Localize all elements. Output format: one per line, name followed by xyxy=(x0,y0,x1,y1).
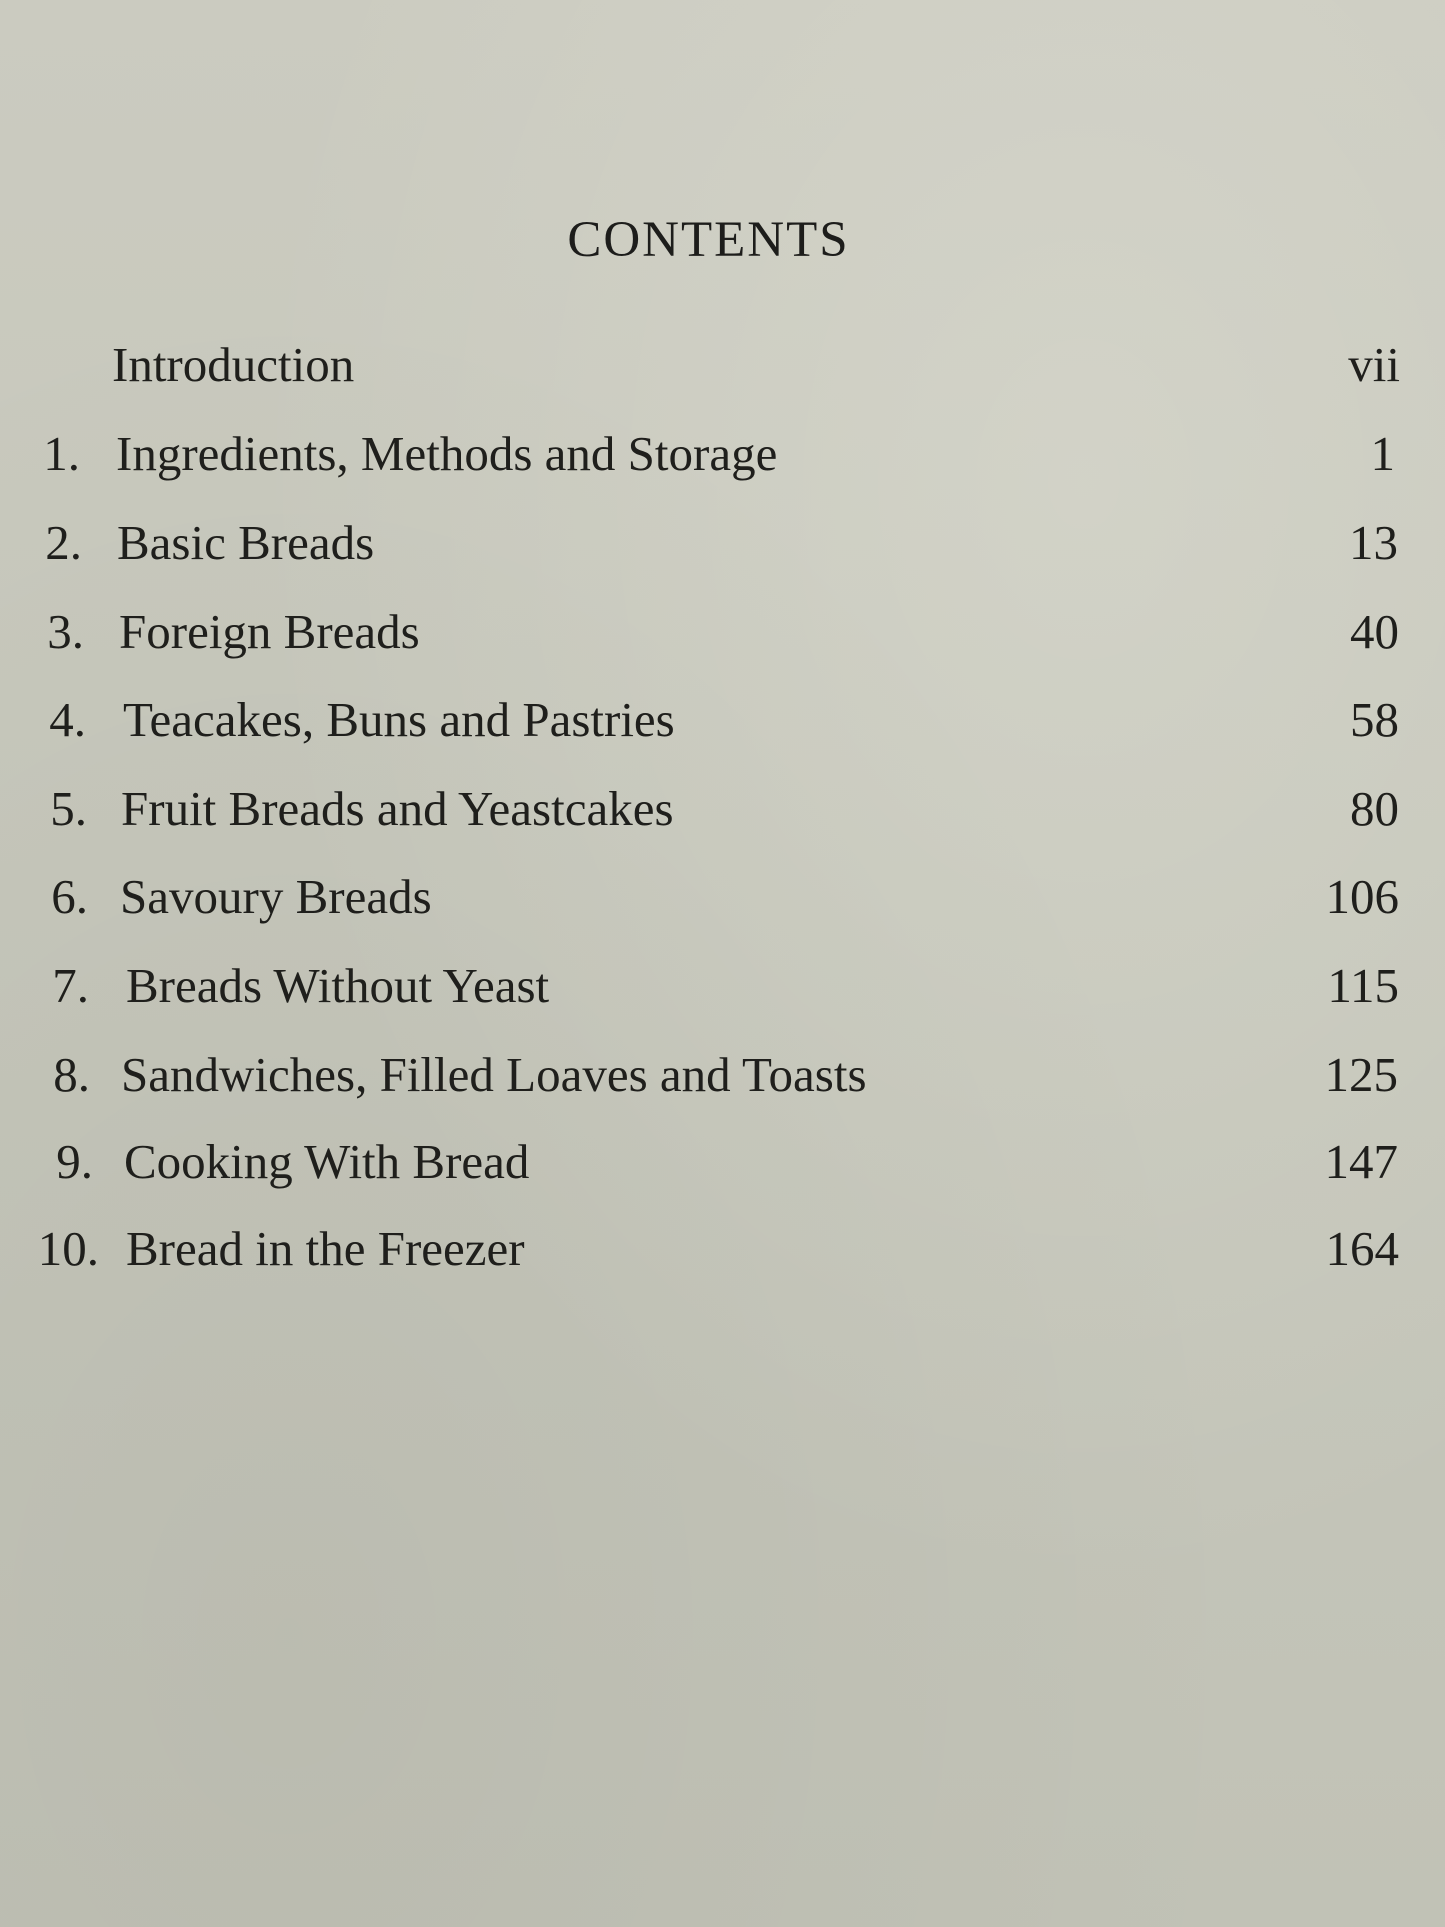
toc-entry-title: Fruit Breads and Yeastcakes xyxy=(121,781,674,836)
toc-entry-page: 115 xyxy=(1327,958,1399,1013)
toc-entry-number: 9. xyxy=(56,1134,93,1189)
toc-entry-title: Ingredients, Methods and Storage xyxy=(116,426,778,481)
toc-entry-title: Sandwiches, Filled Loaves and Toasts xyxy=(121,1047,867,1102)
toc-entry-chapter-10 xyxy=(0,1214,1445,1303)
toc-entry-title: Cooking With Bread xyxy=(124,1134,530,1189)
toc-entry-chapter-3 xyxy=(0,597,1445,686)
toc-entry-chapter-6 xyxy=(0,862,1445,951)
toc-entry-page: 80 xyxy=(1350,781,1399,836)
toc-entry-page: 40 xyxy=(1350,604,1399,659)
toc-entry-number: 10. xyxy=(37,1221,99,1276)
toc-entry-chapter-8 xyxy=(0,1040,1445,1129)
toc-entry-page: vii xyxy=(1348,337,1400,392)
toc-entry-page: 58 xyxy=(1350,692,1399,747)
toc-entry-title: Basic Breads xyxy=(117,515,375,570)
toc-entry-chapter-5 xyxy=(0,774,1445,863)
toc-entry-chapter-9 xyxy=(0,1127,1445,1216)
contents-heading xyxy=(0,210,1445,270)
toc-entry-page: 106 xyxy=(1325,869,1399,924)
toc-entry-page: 125 xyxy=(1324,1047,1398,1102)
toc-entry-number: 8. xyxy=(53,1047,90,1102)
toc-entry-introduction xyxy=(0,330,1445,419)
toc-entry-page: 147 xyxy=(1324,1134,1398,1189)
toc-entry-number: 1. xyxy=(43,426,80,481)
toc-entry-number: 3. xyxy=(47,604,84,659)
toc-entry-number: 7. xyxy=(52,958,89,1013)
toc-entry-number: 5. xyxy=(50,781,87,836)
toc-entry-page: 1 xyxy=(1370,426,1395,481)
toc-entry-number: 2. xyxy=(45,515,82,570)
toc-entry-number: 4. xyxy=(49,692,86,747)
toc-entry-title: Introduction xyxy=(112,337,355,392)
toc-entry-title: Savoury Breads xyxy=(120,869,432,924)
toc-entry-page: 164 xyxy=(1325,1221,1399,1276)
toc-entry-title: Bread in the Freezer xyxy=(126,1221,525,1276)
contents-heading-text: CONTENTS xyxy=(567,212,850,268)
toc-entry-title: Teacakes, Buns and Pastries xyxy=(123,692,675,747)
toc-entry-chapter-1 xyxy=(0,419,1445,508)
toc-entry-chapter-2 xyxy=(0,508,1445,597)
toc-entry-chapter-7 xyxy=(0,951,1445,1040)
toc-entry-title: Foreign Breads xyxy=(119,604,420,659)
toc-entry-chapter-4 xyxy=(0,685,1445,774)
toc-entry-number: 6. xyxy=(51,869,88,924)
toc-entry-title: Breads Without Yeast xyxy=(126,958,550,1013)
toc-entry-page: 13 xyxy=(1349,515,1398,570)
